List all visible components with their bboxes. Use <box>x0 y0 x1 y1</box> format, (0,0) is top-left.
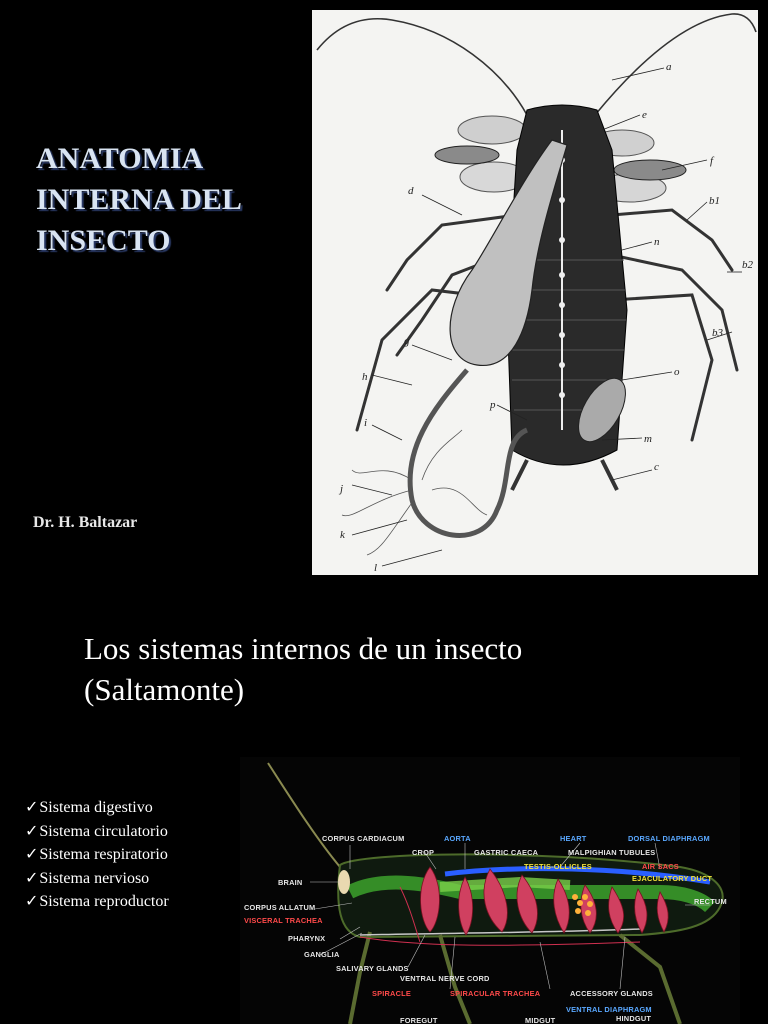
label-pharynx: PHARYNX <box>288 934 326 943</box>
label-visceral-trachea: VISCERAL TRACHEA <box>244 916 323 925</box>
roach-label-g: g <box>404 335 410 347</box>
checkmark-icon: ✓ <box>25 822 39 840</box>
roach-label-k: k <box>340 529 345 541</box>
cockroach-anatomy-figure <box>312 10 758 575</box>
label-corpus-allatum: CORPUS ALLATUM <box>244 903 316 912</box>
list-item <box>25 867 169 891</box>
label-crop: CROP <box>412 848 435 857</box>
slide-title <box>36 138 296 261</box>
roach-label-o: o <box>674 366 680 378</box>
cockroach-illustration <box>312 10 758 575</box>
section-heading <box>84 628 734 710</box>
roach-label-i: i <box>364 417 368 429</box>
label-spiracle: SPIRACLE <box>372 989 411 998</box>
roach-label-b3: b3 <box>712 327 723 339</box>
list-item-label: Sistema digestivo <box>39 799 153 816</box>
roach-label-h: h <box>362 371 368 383</box>
checkmark-icon: ✓ <box>25 893 39 910</box>
label-testis-follicles: TESTIS-OLLICLES <box>524 862 592 871</box>
label-salivary-glands: SALIVARY GLANDS <box>336 964 409 973</box>
label-brain: BRAIN <box>278 878 303 887</box>
label-spiracular-trachea: SPIRACULAR TRACHEA <box>450 989 541 998</box>
roach-label-b2: b2 <box>742 259 753 271</box>
label-foregut: FOREGUT <box>400 1016 438 1024</box>
list-item <box>25 843 169 867</box>
author-name: Dr. H. Baltazar <box>33 514 138 531</box>
list-item <box>25 796 169 820</box>
label-heart: HEART <box>560 834 587 843</box>
title-line: INSECTO <box>36 224 171 257</box>
grasshopper-anatomy-figure <box>240 757 740 1024</box>
label-midgut: MIDGUT <box>525 1016 556 1024</box>
roach-label-e: e <box>642 109 647 121</box>
label-ejaculatory-duct: EJACULATORY DUCT <box>632 874 713 883</box>
grasshopper-illustration <box>240 757 740 1024</box>
label-rectum: RECTUM <box>694 897 727 906</box>
label-hindgut: HINDGUT <box>616 1014 652 1023</box>
roach-label-m: m <box>644 433 652 445</box>
list-item <box>25 820 169 844</box>
checkmark-icon: ✓ <box>25 846 39 863</box>
label-gastric-caeca: GASTRIC CAECA <box>474 848 539 857</box>
roach-label-f: f <box>710 155 714 167</box>
label-aorta: AORTA <box>444 834 471 843</box>
label-dorsal-diaphragm: DORSAL DIAPHRAGM <box>628 834 710 843</box>
list-item-label: Sistema respiratorio <box>39 846 168 863</box>
list-item-label: Sistema reproductor <box>39 893 169 910</box>
label-accessory-glands: ACCESSORY GLANDS <box>570 989 653 998</box>
section-heading-line: Los sistemas internos de un insecto <box>84 631 523 666</box>
roach-label-d: d <box>408 185 414 197</box>
list-item-label: Sistema nervioso <box>39 869 150 887</box>
roach-label-n: n <box>654 236 660 248</box>
checkmark-icon: ✓ <box>25 869 39 887</box>
roach-label-b1: b1 <box>709 195 720 207</box>
roach-label-j: j <box>340 483 344 495</box>
label-malpighian-tubules: MALPIGHIAN TUBULES <box>568 848 656 857</box>
systems-list <box>25 796 169 914</box>
roach-label-p: p <box>490 399 496 411</box>
checkmark-icon: ✓ <box>25 799 39 816</box>
label-corpus-cardiacum: CORPUS CARDIACUM <box>322 834 405 843</box>
label-ventral-nerve-cord: VENTRAL NERVE CORD <box>400 974 490 983</box>
label-air-sacs: AIR SACS <box>642 862 679 871</box>
label-ventral-diaphragm: VENTRAL DIAPHRAGM <box>566 1005 652 1014</box>
title-line: ANATOMIA <box>36 142 204 175</box>
roach-label-a: a <box>666 61 672 73</box>
list-item-label: Sistema circulatorio <box>39 822 168 840</box>
section-heading-line: (Saltamonte) <box>84 672 245 707</box>
roach-label-l: l <box>374 562 378 574</box>
title-line: INTERNA DEL <box>36 183 242 216</box>
label-ganglia: GANGLIA <box>304 950 340 959</box>
list-item <box>25 890 169 914</box>
roach-label-c: c <box>654 461 659 473</box>
